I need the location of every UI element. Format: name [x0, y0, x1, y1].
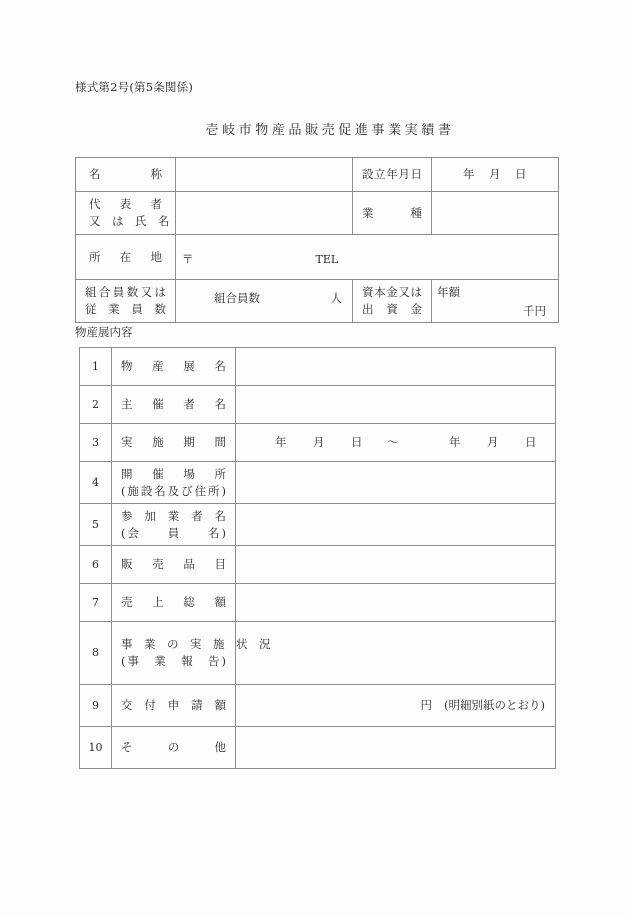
- label-report-line2: (事 業 報 告): [121, 654, 226, 668]
- label-cell-representative: [76, 192, 176, 235]
- table-row: [80, 386, 556, 424]
- address-entry-line: [176, 247, 558, 268]
- capital-unit: 千円: [523, 304, 546, 318]
- members-count-unit: 人: [330, 291, 342, 306]
- row-number: 7: [80, 584, 112, 622]
- table-row: [76, 158, 559, 192]
- to-day-glyph: 日: [525, 435, 537, 450]
- period-tilde: ～: [387, 435, 399, 450]
- table-row: [80, 504, 556, 546]
- value-cell-other[interactable]: [236, 727, 556, 769]
- to-year-glyph: 年: [449, 435, 461, 450]
- label-cell-industry: [353, 192, 432, 235]
- row-number: 3: [80, 424, 112, 462]
- label-cell-participants: [112, 504, 236, 546]
- to-month-glyph: 月: [487, 435, 499, 450]
- value-cell-capital[interactable]: [432, 280, 559, 323]
- label-cell-other: [112, 727, 236, 769]
- table-row: [80, 424, 556, 462]
- label-cell-period: [112, 424, 236, 462]
- label-cell-total-sales: [112, 584, 236, 622]
- value-cell-address[interactable]: [176, 235, 559, 280]
- table-row: [80, 584, 556, 622]
- label-other: そ の 他: [121, 740, 226, 755]
- label-participants-line1: 参 加 業 者 名: [121, 508, 226, 523]
- value-cell-grant-amount[interactable]: [236, 685, 556, 727]
- row-number: 1: [80, 348, 112, 386]
- value-cell-members[interactable]: [176, 280, 353, 323]
- label-members-line1: 組合員数又は: [85, 285, 166, 300]
- label-participants-line2: (会 員 名): [121, 525, 226, 540]
- value-cell-industry[interactable]: [432, 192, 559, 235]
- label-representative: [76, 196, 175, 229]
- label-exhibition-name: 物 産 展 名: [121, 359, 226, 374]
- label-members-line2: 従 業 員 数: [85, 302, 166, 316]
- exhibition-table: [79, 347, 556, 769]
- value-cell-venue[interactable]: [236, 462, 556, 504]
- label-grant-amount: 交 付 申 請 額: [121, 698, 226, 713]
- row-number: 8: [80, 622, 112, 685]
- label-report-line1: 事 業 の 実 施 状 況: [121, 637, 271, 652]
- from-day-glyph: 日: [351, 435, 363, 450]
- label-capital: [353, 284, 431, 317]
- table-row: [80, 727, 556, 769]
- month-glyph: 月: [489, 167, 501, 182]
- form-number: 様式第2号(第5条関係): [75, 80, 194, 94]
- row-number: 4: [80, 462, 112, 504]
- row-number: 5: [80, 504, 112, 546]
- day-glyph: 日: [515, 167, 527, 182]
- from-year-glyph: 年: [275, 435, 287, 450]
- value-cell-exhibition-name[interactable]: [236, 348, 556, 386]
- grant-amount-note: (明細別紙のとおり): [444, 698, 545, 713]
- label-cell-report: [112, 622, 271, 685]
- label-venue-line1: 開 催 場 所: [121, 466, 226, 481]
- period-fields: [236, 434, 555, 451]
- row-number: 10: [80, 727, 112, 769]
- label-address: 所 在 地: [89, 249, 162, 264]
- section-caption-exhibition: 物産展内容: [75, 325, 133, 339]
- established-date-fields: [432, 166, 558, 183]
- row-number: 2: [80, 386, 112, 424]
- table-row: [76, 235, 559, 280]
- label-total-sales: 売 上 総 額: [121, 595, 226, 610]
- label-capital-line2: 出 資 金: [362, 302, 422, 316]
- value-cell-report[interactable]: [236, 622, 556, 685]
- row-number: 6: [80, 546, 112, 584]
- capital-annual-label: 年額: [437, 285, 460, 300]
- value-cell-items[interactable]: [236, 546, 556, 584]
- label-tel: TEL: [315, 252, 339, 266]
- label-representative-line1: 代 表 者: [89, 197, 162, 212]
- value-cell-organizer[interactable]: [236, 386, 556, 424]
- label-established-date: 設立年月日: [362, 167, 422, 182]
- label-cell-capital: [353, 280, 432, 323]
- value-cell-name[interactable]: [176, 158, 353, 192]
- value-cell-established[interactable]: [432, 158, 559, 192]
- label-cell-items: [112, 546, 236, 584]
- table-row: [80, 685, 556, 727]
- table-row: [80, 546, 556, 584]
- value-cell-participants[interactable]: [236, 504, 556, 546]
- applicant-table: [75, 157, 559, 323]
- label-report: [112, 636, 271, 669]
- label-items: 販 売 品 目: [121, 557, 226, 572]
- table-row: [76, 280, 559, 323]
- label-cell-address: [76, 235, 176, 280]
- from-month-glyph: 月: [313, 435, 325, 450]
- label-organizer: 主 催 者 名: [121, 397, 226, 412]
- label-venue-line2: (施設名及び住所): [121, 483, 226, 498]
- table-row: [80, 622, 556, 685]
- label-members: [76, 284, 175, 317]
- label-period: 実 施 期 間: [121, 435, 226, 450]
- label-cell-exhibition-name: [112, 348, 236, 386]
- label-participants: [112, 508, 235, 541]
- label-capital-line1: 資本金又は: [362, 285, 422, 300]
- table-row: [76, 192, 559, 235]
- label-cell-name: [76, 158, 176, 192]
- value-cell-representative[interactable]: [176, 192, 353, 235]
- year-glyph: 年: [463, 167, 475, 182]
- label-representative-line2: 又 は 氏 名: [89, 214, 170, 228]
- table-row: [80, 462, 556, 504]
- table-row: [80, 348, 556, 386]
- members-count-line: [176, 290, 352, 312]
- label-cell-venue: [112, 462, 236, 504]
- grant-amount-unit: 円: [420, 698, 433, 713]
- label-venue: [112, 466, 235, 499]
- label-cell-organizer: [112, 386, 236, 424]
- label-cell-members: [76, 280, 176, 323]
- label-cell-established: [353, 158, 432, 192]
- row-number: 9: [80, 685, 112, 727]
- grant-amount-line: [236, 697, 555, 714]
- postal-mark-icon: 〒: [182, 251, 194, 266]
- label-name: 名 称: [89, 167, 162, 182]
- members-count-label: 組合員数: [214, 291, 260, 306]
- value-cell-total-sales[interactable]: [236, 584, 556, 622]
- value-cell-period[interactable]: [236, 424, 556, 462]
- label-industry: 業 種: [362, 205, 422, 220]
- label-cell-grant-amount: [112, 685, 236, 727]
- document-title: 壱岐市物産品販売促進事業実績書: [205, 123, 455, 138]
